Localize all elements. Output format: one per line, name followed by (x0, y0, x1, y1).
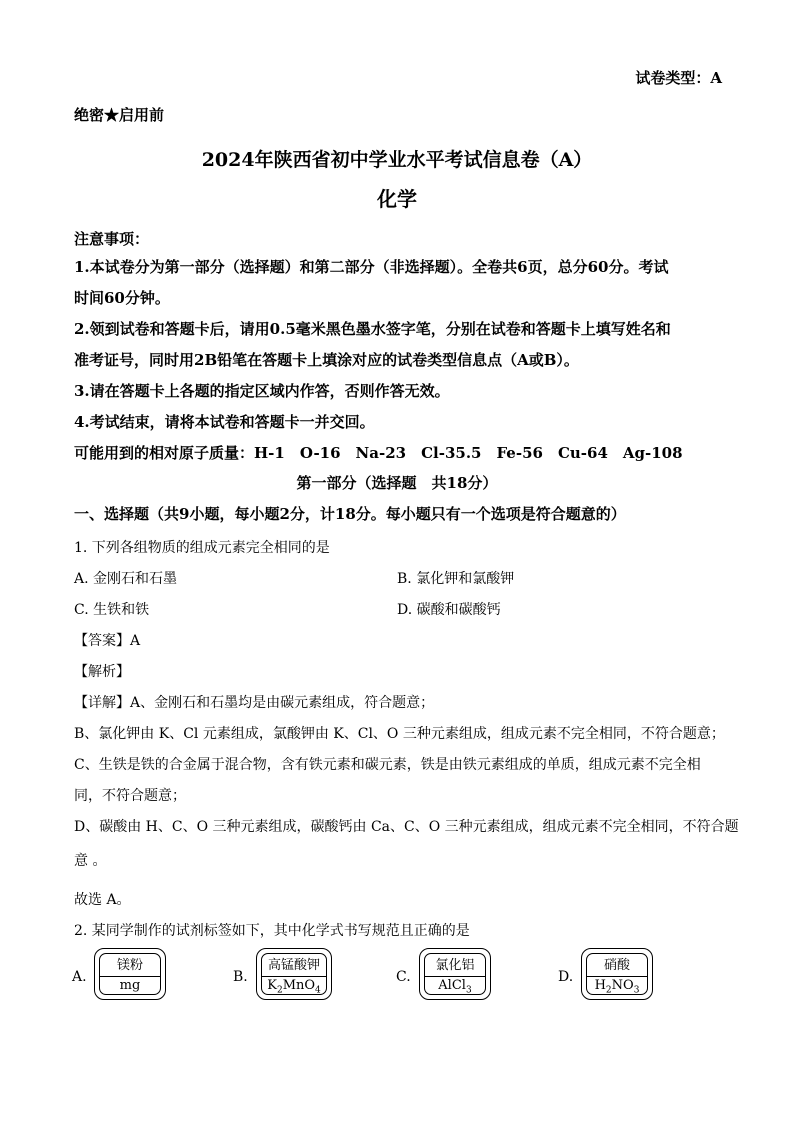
option-letter: D. (558, 969, 574, 985)
q2-option-a[interactable] (72, 948, 182, 1003)
detail-line: D、碳酸由 H、C、O 三种元素组成，碳酸钙由 Ca、C、O 三种元素组成，组成元素不完全相同，不符合题 (74, 819, 739, 835)
question-1-stem: 1. 下列各组物质的组成元素完全相同的是 (74, 540, 330, 556)
q1-option-c[interactable]: C. 生铁和铁 (74, 602, 150, 618)
reagent-label (256, 948, 332, 1000)
instruction-line: 2.领到试卷和答题卡后，请用0.5毫米黑色墨水签字笔，分别在试卷和答题卡上填写姓名和 (74, 320, 671, 338)
q2-option-d[interactable] (558, 948, 668, 1003)
exam-title: 2024年陕西省初中学业水平考试信息卷（A） (201, 149, 593, 171)
reagent-name: 氯化铝 (425, 956, 485, 977)
analysis-tag: 【解析】 (74, 664, 130, 680)
section-one-title: 一、选择题（共9小题，每小题2分，计18分。每小题只有一个选项是符合题意的） (74, 505, 626, 523)
reagent-formula: $H_2NO_3$ (594, 978, 640, 996)
detail-line: 同，不符合题意； (74, 788, 186, 804)
option-letter: A. (72, 969, 87, 985)
question-2-stem: 2. 某同学制作的试剂标签如下，其中化学式书写规范且正确的是 (74, 923, 470, 939)
part-one-title: 第一部分（选择题 共18分） (296, 474, 498, 492)
paper-type-label: 试卷类型：A (635, 69, 722, 87)
detail-line: 故选 A。 (74, 892, 131, 908)
instruction-line: 时间60分钟。 (74, 289, 170, 307)
detail-line: 【详解】A、金刚石和石墨均是由碳元素组成，符合题意； (74, 695, 435, 711)
instruction-line: 准考证号，同时用2B铅笔在答题卡上填涂对应的试卷类型信息点（A或B）。 (74, 351, 579, 369)
reagent-formula: $K_2MnO_4$ (267, 978, 321, 996)
reagent-formula: mg (119, 978, 141, 993)
confidential-mark: 绝密★启用前 (74, 106, 165, 124)
instruction-line: 1.本试卷分为第一部分（选择题）和第二部分（非选择题）。全卷共6页，总分60分。考试 (74, 258, 669, 276)
q2-option-c[interactable] (396, 948, 506, 1003)
reagent-name: 硝酸 (587, 956, 647, 977)
reagent-label (581, 948, 653, 1000)
q2-option-b[interactable] (233, 948, 343, 1003)
reagent-label (419, 948, 491, 1000)
detail-line: C、生铁是铁的合金属于混合物，含有铁元素和碳元素，铁是由铁元素组成的单质，组成元素不完全相 (74, 757, 701, 773)
subject-title: 化学 (377, 187, 417, 211)
reagent-label (94, 948, 166, 1000)
instruction-line: 3.请在答题卡上各题的指定区域内作答，否则作答无效。 (74, 382, 450, 400)
detail-line: B、氯化钾由 K、Cl 元素组成，氯酸钾由 K、Cl、O 三种元素组成，组成元素不完全相同，不符合题意； (74, 726, 725, 742)
reagent-name: 高锰酸钾 (262, 956, 326, 977)
reagent-name: 镁粉 (100, 956, 160, 977)
instruction-line: 4.考试结束，请将本试卷和答题卡一并交回。 (74, 413, 375, 431)
option-letter: B. (233, 969, 248, 985)
instructions-heading: 注意事项： (74, 230, 150, 248)
reagent-formula: AlCl$_3$ (438, 978, 472, 996)
atomic-masses: 可能用到的相对原子质量：H-1 O-16 Na-23 Cl-35.5 Fe-56 Cu-64 Ag-108 (74, 444, 683, 462)
detail-line: 意 。 (74, 853, 107, 869)
q1-option-a[interactable]: A. 金刚石和石墨 (74, 571, 178, 587)
q1-option-b[interactable]: B. 氯化钾和氯酸钾 (397, 571, 515, 587)
q1-option-d[interactable]: D. 碳酸和碳酸钙 (397, 602, 501, 618)
answer-tag: 【答案】A (74, 633, 141, 649)
option-letter: C. (396, 969, 411, 985)
